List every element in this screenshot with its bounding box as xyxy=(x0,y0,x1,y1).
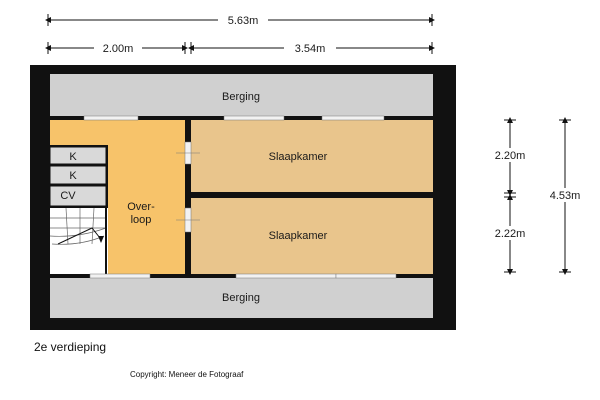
boiler-label: CV xyxy=(60,190,76,202)
dimension-total-width xyxy=(48,12,432,27)
floor-label: 2e verdieping xyxy=(34,340,107,354)
landing-area xyxy=(108,120,185,274)
left-width-label: 2.00m xyxy=(102,43,134,55)
total-height-label: 4.53m xyxy=(549,190,581,202)
bedroom-top-label: Slaapkamer xyxy=(268,151,328,163)
copyright-text: Copyright: Meneer de Fotograaf xyxy=(130,370,244,379)
dimension-right-width xyxy=(191,40,432,55)
landing-label-line1: Over- xyxy=(127,201,155,213)
staircase xyxy=(50,208,108,274)
storage-bottom-label: Berging xyxy=(222,292,260,304)
upper-height-label: 2.20m xyxy=(494,150,526,162)
dimension-lower-height xyxy=(488,197,532,272)
landing-area-top xyxy=(50,120,108,145)
bedroom-bottom-label: Slaapkamer xyxy=(268,230,328,242)
lower-height-label: 2.22m xyxy=(494,228,526,240)
closet-2-label: K xyxy=(69,170,77,182)
landing-label-line2: loop xyxy=(130,214,152,226)
total-width-label: 5.63m xyxy=(227,15,259,27)
right-width-label: 3.54m xyxy=(294,43,326,55)
dimension-upper-height xyxy=(488,120,532,193)
dimension-left-width xyxy=(48,40,185,55)
boiler-closet xyxy=(50,186,106,206)
closet-2 xyxy=(50,166,106,184)
closet-1-label: K xyxy=(69,151,77,163)
storage-top-label: Berging xyxy=(222,91,260,103)
closet-1 xyxy=(50,147,106,164)
dimension-total-height xyxy=(543,120,587,272)
